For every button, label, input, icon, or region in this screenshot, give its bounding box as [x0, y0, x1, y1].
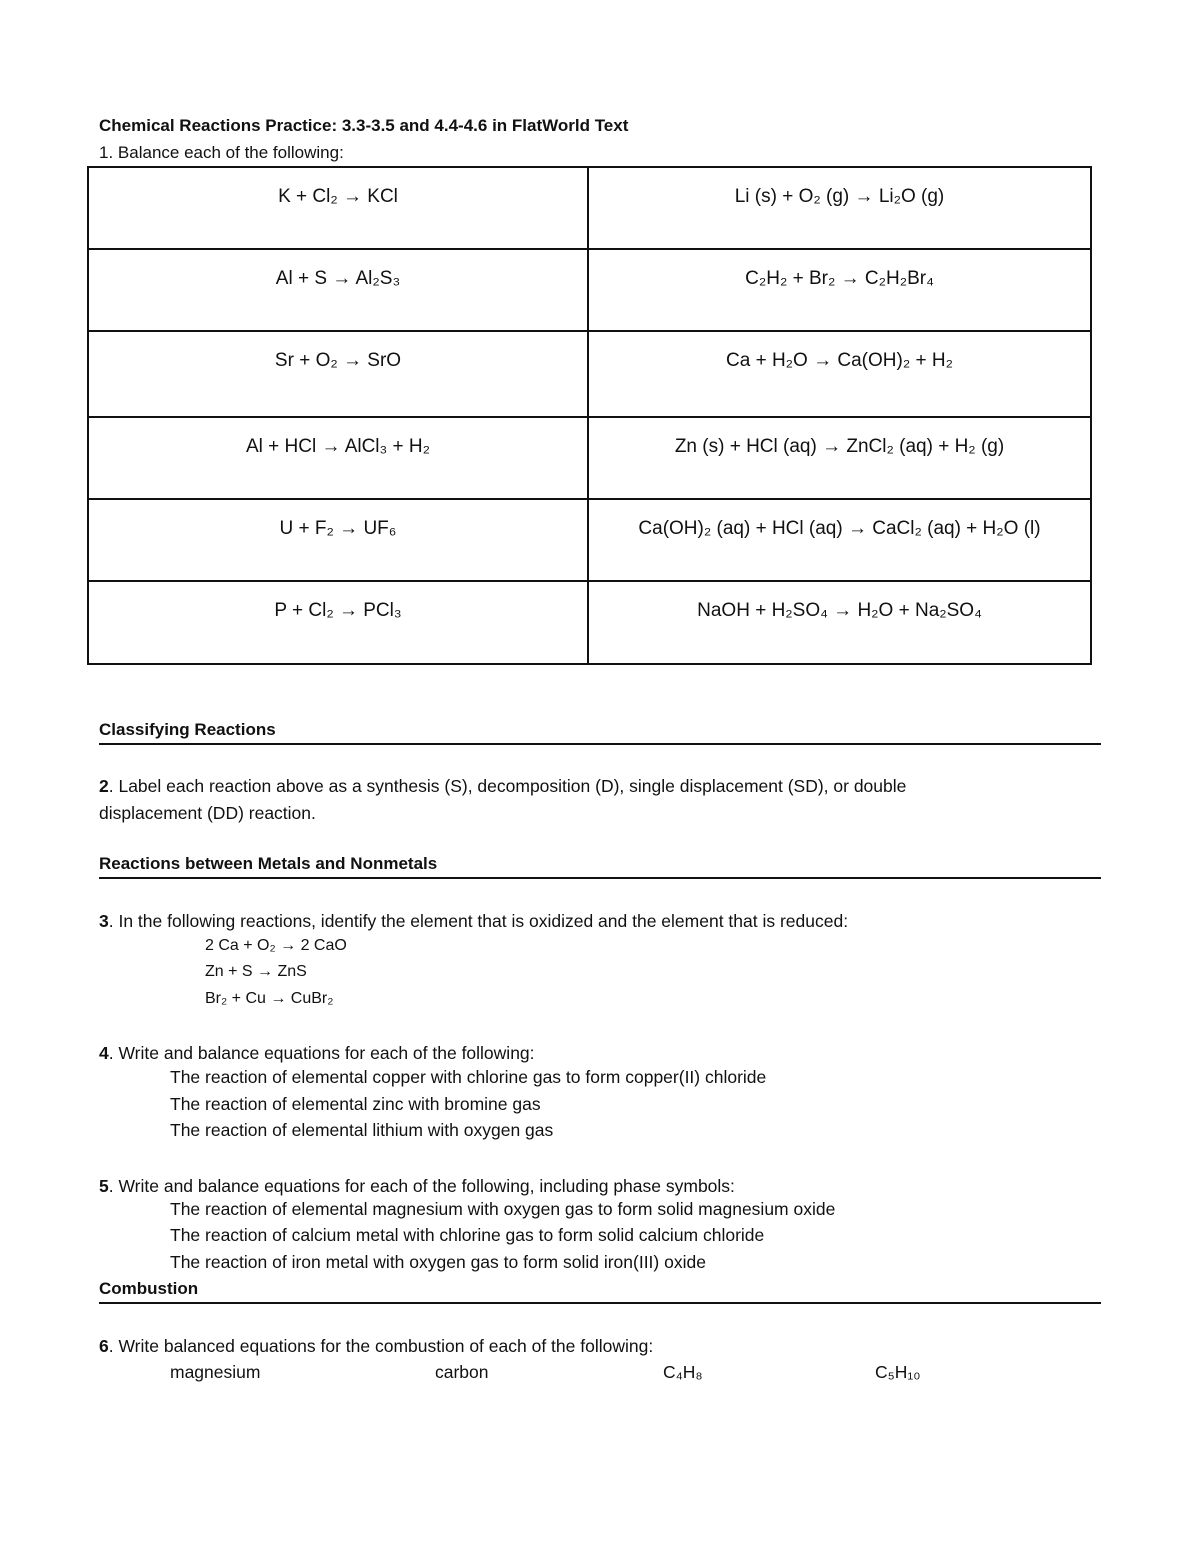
equation-cell: U + F₂ → UF₆ [88, 499, 588, 581]
question-3: 3. In the following reactions, identify the element that is oxidized and the element that is reduced: [99, 911, 849, 931]
question-number: 4 [99, 1043, 109, 1063]
question-number: 5 [99, 1176, 109, 1196]
table-row [88, 417, 1091, 499]
table-row [88, 167, 1091, 249]
reaction-item: Br₂ + Cu → CuBr₂ [205, 990, 334, 1007]
reaction-item: 2 Ca + O₂ → 2 CaO [205, 937, 347, 954]
question-5: 5. Write and balance equations for each of the following, including phase symbols: [99, 1176, 735, 1196]
reaction-item: Zn + S → ZnS [205, 963, 307, 980]
section-heading-combustion: Combustion [99, 1279, 199, 1298]
equations-table [87, 166, 1092, 665]
equation-cell: Ca(OH)₂ (aq) + HCl (aq) → CaCl₂ (aq) + H₂O (l) [588, 499, 1091, 581]
question-4: 4. Write and balance equations for each of the following: [99, 1043, 535, 1063]
prompt-item: The reaction of iron metal with oxygen gas to form solid iron(III) oxide [170, 1252, 706, 1272]
combustion-item: magnesium [170, 1362, 261, 1382]
equation-cell: Sr + O₂ → SrO [88, 331, 588, 417]
equation-cell: P + Cl₂ → PCl₃ [88, 581, 588, 664]
question-1: 1. Balance each of the following: [99, 143, 344, 162]
section-divider [99, 1302, 1101, 1304]
equation-cell: Al + S → Al₂S₃ [88, 249, 588, 331]
equation-cell: Ca + H₂O → Ca(OH)₂ + H₂ [588, 331, 1091, 417]
section-heading-metals: Reactions between Metals and Nonmetals [99, 854, 438, 873]
combustion-item: C₄H₈ [663, 1362, 703, 1382]
equation-cell: C₂H₂ + Br₂ → C₂H₂Br₄ [588, 249, 1091, 331]
equation-cell: Zn (s) + HCl (aq) → ZnCl₂ (aq) + H₂ (g) [588, 417, 1091, 499]
equation-cell: Li (s) + O₂ (g) → Li₂O (g) [588, 167, 1091, 249]
question-number: 3 [99, 911, 109, 931]
table-row [88, 249, 1091, 331]
question-text: Label each reaction above as a synthesis (S), decomposition (D), single displacement (SD), or double [118, 776, 907, 796]
equation-cell: K + Cl₂ → KCl [88, 167, 588, 249]
table-row [88, 581, 1091, 664]
question-text: Balance each of the following: [117, 143, 344, 162]
question-text: Write and balance equations for each of the following: [118, 1043, 535, 1063]
question-2: 2. Label each reaction above as a synthesis (S), decomposition (D), single displacement (SD), or double displacement (DD) reaction. [99, 773, 906, 827]
question-text: Write and balance equations for each of the following, including phase symbols: [118, 1176, 735, 1196]
combustion-item: C₅H₁₀ [875, 1362, 921, 1382]
equation-cell: Al + HCl → AlCl₃ + H₂ [88, 417, 588, 499]
table-row [88, 499, 1091, 581]
page-title: Chemical Reactions Practice: 3.3-3.5 and 4.4-4.6 in FlatWorld Text [99, 116, 629, 135]
prompt-item: The reaction of elemental copper with chlorine gas to form copper(II) chloride [170, 1067, 767, 1087]
question-number: 2 [99, 776, 109, 796]
prompt-item: The reaction of calcium metal with chlorine gas to form solid calcium chloride [170, 1225, 765, 1245]
question-number: 1 [99, 143, 109, 162]
combustion-item: carbon [435, 1362, 489, 1382]
table-row [88, 331, 1091, 417]
section-divider [99, 743, 1101, 745]
question-text: Write balanced equations for the combustion of each of the following: [118, 1336, 654, 1356]
prompt-item: The reaction of elemental magnesium with oxygen gas to form solid magnesium oxide [170, 1199, 836, 1219]
question-number: 6 [99, 1336, 109, 1356]
question-text: In the following reactions, identify the element that is oxidized and the element that is reduced: [118, 911, 849, 931]
question-text-continued: displacement (DD) reaction. [99, 803, 316, 823]
section-heading-classifying: Classifying Reactions [99, 720, 276, 739]
question-6: 6. Write balanced equations for the combustion of each of the following: [99, 1336, 654, 1356]
prompt-item: The reaction of elemental zinc with bromine gas [170, 1094, 541, 1114]
section-divider [99, 877, 1101, 879]
prompt-item: The reaction of elemental lithium with oxygen gas [170, 1120, 554, 1140]
equation-cell: NaOH + H₂SO₄ → H₂O + Na₂SO₄ [588, 581, 1091, 664]
